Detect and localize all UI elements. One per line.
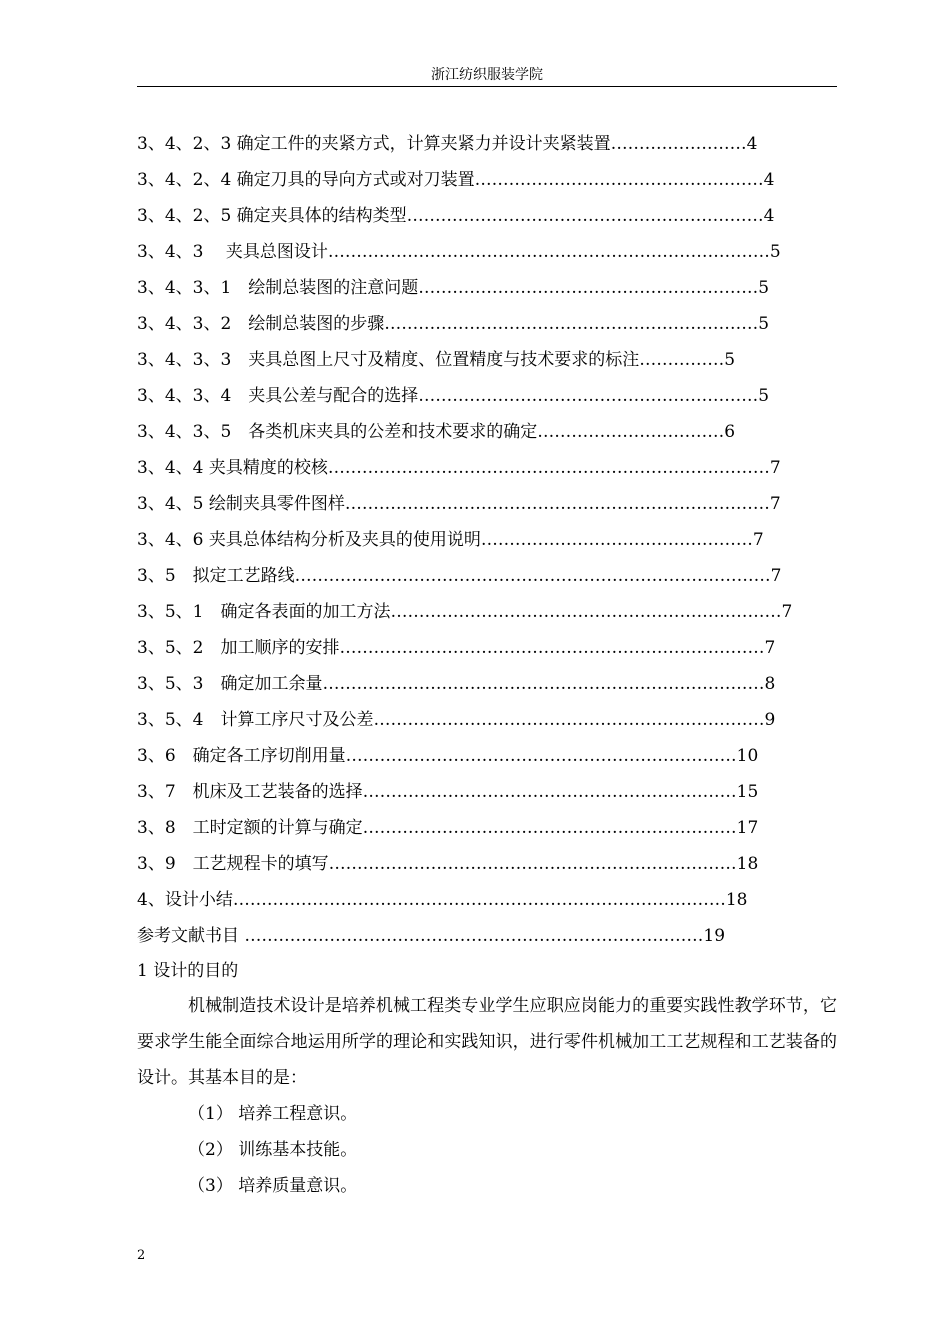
toc-entry-text: 3、8 工时定额的计算与确定…………………………………………………………17 (137, 818, 759, 838)
toc-entry (137, 630, 837, 666)
toc-entry-text: 3、4、3、5 各类机床夹具的公差和技术要求的确定……………………………6 (137, 422, 736, 442)
toc-entry (137, 306, 837, 342)
toc-entry-text: 3、4、3、4 夹具公差与配合的选择……………………………………………………5 (137, 386, 770, 406)
toc-entry-text: 3、5、4 计算工序尺寸及公差……………………………………………………………9 (137, 710, 776, 730)
toc-entry (137, 918, 837, 954)
toc-entry (137, 450, 837, 486)
page-header: 浙江纺织服装学院 (431, 67, 543, 83)
toc-entry (137, 522, 837, 558)
toc-entry (137, 738, 837, 774)
toc-entry-text: 参考文献书目 ………………………………………………………………………19 (137, 926, 726, 946)
toc-entry-text: 3、5、3 确定加工余量……………………………………………………………………8 (137, 674, 776, 694)
list-item: （1） 培养工程意识。 (188, 1104, 358, 1124)
toc-entry (137, 558, 837, 594)
page-number: 2 (137, 1248, 146, 1263)
list-item: （2） 训练基本技能。 (188, 1140, 358, 1160)
toc-entry-text: 3、4、6 夹具总体结构分析及夹具的使用说明…………………………………………7 (137, 530, 764, 550)
section-paragraph: 机械制造技术设计是培养机械工程类专业学生应职应岗能力的重要实践性教学环节，它要求学生能全面综合地运用所学的理论和实践知识，进行零件机械加工工艺规程和工艺装备的设计。其基本目的是： (137, 996, 837, 1088)
toc-entry (137, 414, 837, 450)
toc-entry-text: 4、设计小结……………………………………………………………………………18 (137, 890, 748, 910)
toc-entry (137, 270, 837, 306)
toc-entry (137, 810, 837, 846)
toc-entry-text: 3、5 拟定工艺路线…………………………………………………………………………7 (137, 566, 782, 586)
toc-entry (137, 126, 837, 162)
toc-entry-text: 3、4、3、1 绘制总装图的注意问题……………………………………………………5 (137, 278, 770, 298)
toc-entry-text: 3、7 机床及工艺装备的选择…………………………………………………………15 (137, 782, 759, 802)
toc-entry (137, 342, 837, 378)
toc-entry (137, 882, 837, 918)
toc-entry (137, 774, 837, 810)
toc-entry-text: 3、4、5 绘制夹具零件图样…………………………………………………………………7 (137, 494, 781, 514)
toc-entry-text: 3、4、3 夹具总图设计……………………………………………………………………5 (137, 242, 781, 262)
toc-entry-text: 3、4、4 夹具精度的校核……………………………………………………………………7 (137, 458, 781, 478)
table-of-contents (137, 126, 837, 954)
section-body (137, 954, 837, 1204)
toc-entry-text: 3、4、2、5 确定夹具体的结构类型………………………………………………………4 (137, 206, 775, 226)
toc-entry-text: 3、9 工艺规程卡的填写………………………………………………………………18 (137, 854, 759, 874)
toc-entry (137, 198, 837, 234)
toc-entry (137, 234, 837, 270)
toc-entry (137, 486, 837, 522)
toc-entry-text: 3、5、1 确定各表面的加工方法……………………………………………………………7 (137, 602, 793, 622)
toc-entry (137, 702, 837, 738)
toc-entry (137, 666, 837, 702)
toc-entry-text: 3、4、2、3 确定工件的夹紧方式，计算夹紧力并设计夹紧装置……………………4 (137, 134, 758, 154)
toc-entry-text: 3、4、3、3 夹具总图上尺寸及精度、位置精度与技术要求的标注……………5 (137, 350, 736, 370)
toc-entry (137, 594, 837, 630)
section-heading: 1 设计的目的 (137, 961, 239, 981)
toc-entry-text: 3、6 确定各工序切削用量……………………………………………………………10 (137, 746, 759, 766)
header-divider (137, 86, 837, 87)
toc-entry (137, 378, 837, 414)
toc-entry (137, 162, 837, 198)
toc-entry-text: 3、4、2、4 确定刀具的导向方式或对刀装置……………………………………………4 (137, 170, 775, 190)
toc-entry (137, 846, 837, 882)
toc-entry-text: 3、4、3、2 绘制总装图的步骤…………………………………………………………5 (137, 314, 770, 334)
toc-entry-text: 3、5、2 加工顺序的安排…………………………………………………………………7 (137, 638, 776, 658)
list-item: （3） 培养质量意识。 (188, 1176, 358, 1196)
